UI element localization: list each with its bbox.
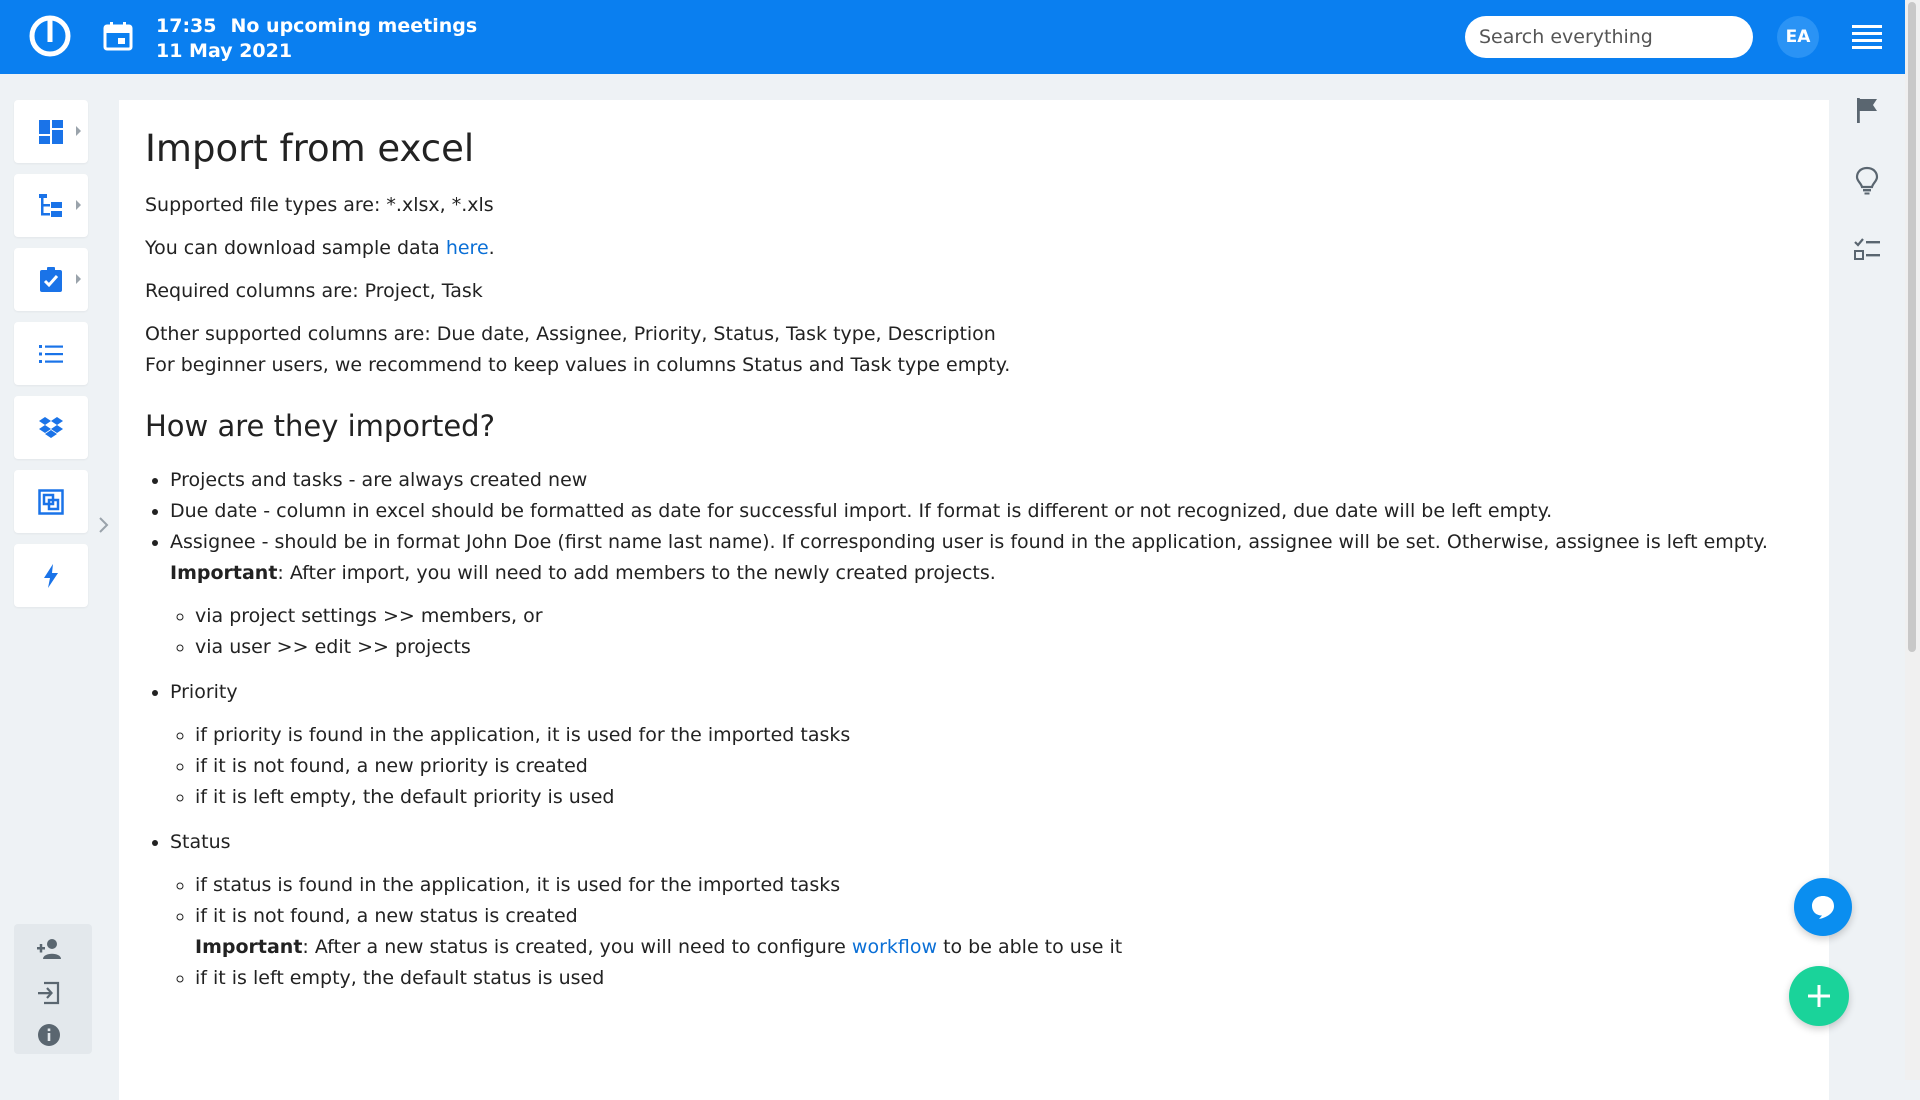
add-new-button[interactable] [1789,966,1849,1026]
top-bar [0,0,1905,74]
status-important-text: : After a new status is created, you will need to configure [302,936,852,958]
list-item: • Due date - column in excel should be formatted as date for successful import. If format is different or not recognized, due date will be left empty. [170,496,1805,527]
status-text: Status [170,831,231,853]
other-columns-block [145,319,1805,381]
search-input[interactable] [1465,16,1753,58]
submenu-caret-icon [76,274,81,284]
import-rules-list [145,465,1805,994]
hamburger-menu-icon[interactable] [1852,24,1882,50]
project-tree-icon [38,193,64,219]
assignee-sublist [170,601,1805,663]
lightning-icon [38,563,64,589]
list-item [170,527,1805,663]
sidebar-item-tasks[interactable] [14,248,88,311]
download-suffix-text: . [488,237,495,259]
status-sublist [170,870,1805,994]
download-sample-link[interactable]: here [445,237,489,259]
priority-text: Priority [170,681,238,703]
app-logo-icon[interactable] [28,14,72,58]
beginner-note-text: For beginner users, we recommend to keep values in columns Status and Task type empty. [145,354,1011,376]
current-date: 11 May 2021 [156,40,293,62]
section-title: How are they imported? [145,409,495,443]
sidebar-item-list[interactable] [14,322,88,385]
submenu-caret-icon [76,126,81,136]
chat-button[interactable] [1794,878,1852,936]
add-user-icon[interactable] [36,936,62,962]
priority-sublist [170,720,1805,813]
tasks-clipboard-icon [38,267,64,293]
status-important-suffix: to be able to use it [937,936,1123,958]
current-time: 17:35 [156,15,217,37]
supported-types-text: Supported file types are: *.xlsx, *.xls [145,194,494,216]
logout-icon[interactable] [36,980,62,1006]
status-not-found-text: if it is not found, a new status is created [195,905,578,927]
dashboard-icon [38,119,64,145]
required-columns-text: Required columns are: Project, Task [145,280,483,302]
main-content-panel [119,100,1829,1100]
sidebar-item-actions[interactable] [14,544,88,607]
page-scrollbar-thumb[interactable] [1908,2,1916,652]
submenu-caret-icon [76,200,81,210]
list-item: ◦ via user >> edit >> projects [195,632,1805,663]
assignee-important-text: : After import, you will need to add members to the newly created projects. [277,562,996,584]
flag-icon[interactable] [1852,95,1882,125]
list-item: ◦ if it is left empty, the default priority is used [195,782,1805,813]
sidebar-item-projects[interactable] [14,174,88,237]
list-item: ◦ if priority is found in the application, it is used for the imported tasks [195,720,1805,751]
page-title: Import from excel [145,127,475,170]
resources-icon [38,489,64,515]
meeting-status: No upcoming meetings [230,15,478,37]
info-icon[interactable] [36,1022,62,1048]
user-avatar[interactable]: EA [1777,16,1819,58]
sidebar-item-dashboard[interactable] [14,100,88,163]
list-item [195,901,1805,963]
meeting-info[interactable] [156,14,477,64]
list-item: • Projects and tasks - are always created new [170,465,1805,496]
assignee-text: Assignee - should be in format John Doe (first name last name). If corresponding user is found in the application, assignee will be set. Otherwise, assignee is left empty. [170,531,1768,553]
important-label: Important [195,936,303,958]
download-sample-text [145,233,1805,264]
list-item: ◦ if status is found in the application, it is used for the imported tasks [195,870,1805,901]
sidebar-bottom-tools [14,924,92,1054]
plus-icon [1805,982,1833,1010]
dropbox-icon [38,415,64,441]
lightbulb-icon[interactable] [1852,165,1882,195]
expand-sidebar-chevron-icon[interactable] [96,516,112,534]
download-prefix-text: You can download sample data [145,237,446,259]
other-columns-text: Other supported columns are: Due date, Assignee, Priority, Status, Task type, Description [145,323,996,345]
chat-icon [1809,893,1837,921]
list-item: ◦ if it is left empty, the default status is used [195,963,1805,994]
workflow-link[interactable]: workflow [851,936,938,958]
list-item [170,677,1805,813]
list-item: ◦ via project settings >> members, or [195,601,1805,632]
calendar-icon[interactable] [102,20,134,52]
sidebar-item-dropbox[interactable] [14,396,88,459]
important-label: Important [170,562,278,584]
list-item: ◦ if it is not found, a new priority is created [195,751,1805,782]
checklist-icon[interactable] [1852,235,1882,265]
list-icon [38,341,64,367]
list-item [170,827,1805,994]
sidebar-item-resources[interactable] [14,470,88,533]
